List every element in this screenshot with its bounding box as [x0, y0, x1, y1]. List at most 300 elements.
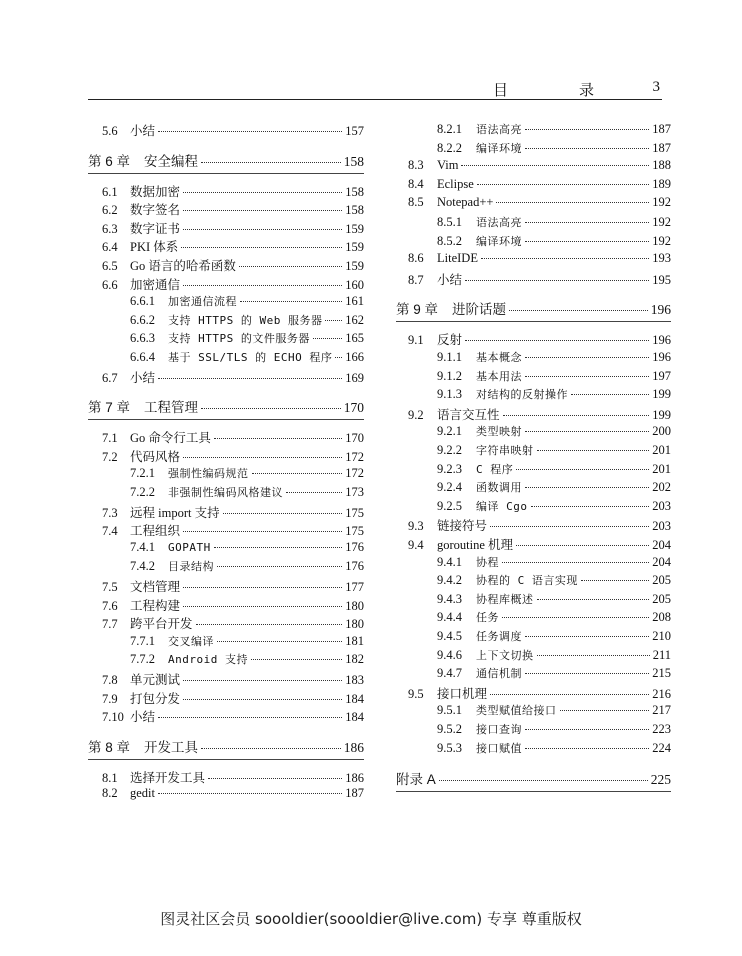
toc-subsection-entry[interactable]	[437, 461, 671, 477]
entry-number: 6.7	[102, 370, 118, 385]
entry-title: 编译环境	[476, 234, 522, 248]
entry-page: 160	[345, 277, 364, 292]
entry-page: 210	[652, 629, 671, 643]
entry-page: 187	[652, 122, 671, 136]
entry-title: 进阶话题	[452, 302, 507, 319]
entry-page: 204	[652, 538, 671, 552]
toc-section-entry[interactable]	[102, 503, 364, 521]
leader-dots	[286, 492, 342, 493]
entry-title: 语言交互性	[437, 407, 500, 422]
entry-title: 工程组织	[130, 524, 181, 539]
leader-dots	[183, 210, 342, 211]
entry-title: Android 支持	[168, 653, 248, 667]
entry-title: 反射	[437, 333, 463, 348]
entry-title: 数据加密	[130, 184, 181, 199]
leader-dots	[490, 694, 649, 695]
toc-section-entry[interactable]	[102, 368, 364, 386]
toc-section-entry[interactable]	[408, 270, 671, 288]
entry-title: 支持 HTTPS 的文件服务器	[168, 332, 310, 346]
chapter-divider	[88, 173, 364, 174]
entry-page: 170	[345, 431, 364, 446]
toc-chapter-entry[interactable]	[88, 396, 364, 416]
entry-number: 7.4	[102, 524, 118, 539]
entry-number: 8.5.1	[437, 215, 462, 229]
entry-title: 基于 SSL/TLS 的 ECHO 程序	[168, 351, 333, 364]
entry-page: 197	[652, 368, 671, 383]
entry-title: 数字签名	[130, 203, 181, 218]
entry-number: 7.2	[102, 449, 118, 464]
entry-title: 目录结构	[168, 560, 214, 574]
entry-page: 159	[345, 240, 364, 255]
entry-title: gedit	[130, 786, 155, 801]
leader-dots	[201, 748, 341, 749]
page-number: 3	[652, 79, 660, 95]
toc-subsection-entry[interactable]	[437, 140, 671, 156]
leader-dots	[252, 473, 343, 474]
leader-dots	[183, 606, 342, 607]
entry-title: 代码风格	[130, 449, 181, 464]
entry-number: 8.2.1	[437, 122, 462, 136]
entry-title: 字符串映射	[476, 444, 534, 457]
entry-number: 6.6.1	[130, 294, 155, 309]
entry-title: 链接符号	[437, 519, 488, 534]
entry-page: 165	[345, 331, 364, 346]
entry-page: 195	[652, 272, 671, 287]
entry-number: 6.2	[102, 203, 118, 218]
entry-title: 编译环境	[476, 141, 522, 155]
chapter-divider	[396, 791, 671, 792]
leader-dots	[525, 487, 649, 488]
toc-subsection-entry[interactable]	[437, 591, 671, 607]
entry-page: 161	[345, 294, 364, 309]
toc-chapter-entry[interactable]	[396, 298, 671, 318]
leader-dots	[516, 545, 649, 546]
entry-page: 196	[650, 302, 671, 318]
entry-number: 9.2	[408, 407, 424, 422]
entry-title: 对结构的反射操作	[476, 388, 568, 402]
leader-dots	[183, 285, 342, 286]
entry-title: 任务调度	[476, 630, 522, 643]
entry-number: 8.1	[102, 770, 118, 785]
entry-number: 7.8	[102, 673, 118, 687]
entry-number: 7.7	[102, 617, 118, 632]
toc-section-entry[interactable]	[102, 182, 364, 200]
entry-number: 9.2.5	[437, 498, 462, 513]
entry-title: 函数调用	[476, 481, 522, 495]
entry-title: 文档管理	[130, 580, 181, 594]
entry-number: 9.4.1	[437, 554, 462, 569]
toc-subsection-entry[interactable]	[130, 633, 364, 649]
leader-dots	[183, 699, 342, 700]
entry-page: 186	[343, 739, 364, 755]
toc-section-entry[interactable]	[102, 577, 364, 595]
entry-title: 工程管理	[144, 400, 199, 417]
leader-dots	[158, 378, 342, 379]
toc-section-entry[interactable]	[102, 428, 364, 446]
entry-page: 192	[652, 195, 671, 210]
toc-section-entry[interactable]	[408, 158, 671, 173]
toc-subsection-entry[interactable]	[437, 702, 671, 718]
leader-dots	[571, 394, 649, 395]
toc-subsection-entry[interactable]	[437, 214, 671, 230]
leader-dots	[502, 617, 649, 618]
toc-section-entry[interactable]	[102, 689, 364, 707]
entry-number: 9.1.3	[437, 387, 462, 402]
entry-page: 180	[345, 617, 364, 632]
leader-dots	[335, 357, 342, 358]
leader-dots	[525, 376, 649, 377]
leader-dots	[439, 780, 648, 781]
entry-number: 6.6.2	[130, 312, 155, 327]
entry-number: 7.5	[102, 580, 118, 594]
entry-page: 211	[652, 647, 671, 662]
leader-dots	[537, 450, 650, 451]
toc-section-entry[interactable]	[408, 251, 671, 266]
toc-subsection-entry[interactable]	[437, 386, 671, 402]
toc-subsection-entry[interactable]	[437, 721, 671, 737]
entry-page: 184	[345, 710, 364, 725]
entry-title: 协程的 C 语言实现	[476, 574, 578, 588]
toc-subsection-entry[interactable]	[130, 484, 364, 500]
toc-section-entry[interactable]	[102, 596, 364, 614]
leader-dots	[461, 165, 649, 166]
entry-title: 小结	[130, 370, 156, 385]
toc-subsection-entry[interactable]	[437, 572, 671, 588]
entry-title: 打包分发	[130, 691, 181, 706]
entry-number: 6.6.3	[130, 331, 155, 346]
leader-dots	[183, 457, 342, 458]
leader-dots	[158, 717, 342, 718]
entry-title: GOPATH	[168, 540, 211, 554]
entry-title: 类型映射	[476, 425, 522, 439]
leader-dots	[525, 241, 649, 242]
entry-page: 205	[652, 573, 671, 588]
entry-title: 选择开发工具	[130, 770, 206, 785]
entry-number: 第 9 章	[396, 302, 439, 318]
toc-subsection-entry[interactable]	[437, 442, 671, 458]
entry-page: 216	[652, 686, 671, 701]
entry-page: 192	[652, 215, 671, 229]
toc-subsection-entry[interactable]	[437, 423, 671, 439]
entry-title: 小结	[437, 272, 463, 287]
leader-dots	[208, 778, 342, 779]
entry-number: 9.4.5	[437, 629, 462, 643]
entry-number: 8.5.2	[437, 233, 462, 248]
toc-subsection-entry[interactable]	[130, 540, 364, 555]
leader-dots	[477, 184, 649, 185]
page-header	[88, 70, 662, 100]
toc-subsection-entry[interactable]	[437, 349, 671, 365]
leader-dots	[183, 192, 342, 193]
toc-subsection-entry[interactable]	[130, 349, 364, 365]
leader-dots	[502, 562, 649, 563]
toc-chapter-entry[interactable]	[396, 768, 671, 788]
entry-number: 8.2	[102, 786, 118, 801]
entry-number: 9.2.3	[437, 461, 462, 476]
entry-number: 8.2.2	[437, 140, 462, 155]
toc-chapter-entry[interactable]	[88, 736, 364, 756]
entry-title: 远程 import 支持	[130, 505, 220, 520]
toc-section-entry[interactable]	[408, 177, 671, 192]
entry-page: 205	[652, 591, 671, 606]
entry-title: goroutine 机理	[437, 538, 514, 552]
entry-number: 第 6 章	[88, 153, 131, 169]
chapter-divider	[88, 759, 364, 760]
entry-page: 203	[652, 498, 671, 513]
entry-page: 184	[345, 691, 364, 706]
leader-dots	[537, 599, 650, 600]
entry-page: 188	[652, 158, 671, 173]
leader-dots	[537, 655, 650, 656]
entry-number: 9.4	[408, 538, 424, 552]
entry-title: 安全编程	[144, 153, 199, 170]
entry-number: 9.5.3	[437, 740, 462, 755]
leader-dots	[490, 526, 649, 527]
toc-section-entry[interactable]	[102, 670, 364, 688]
entry-title: 非强制性编码风格建议	[168, 486, 283, 499]
entry-title: 工程构建	[130, 598, 181, 613]
entry-page: 192	[652, 233, 671, 248]
entry-number: 9.5.2	[437, 722, 462, 736]
leader-dots	[181, 247, 342, 248]
toc-subsection-entry[interactable]	[130, 312, 364, 328]
entry-title: 强制性编码规范	[168, 467, 249, 481]
entry-page: 172	[345, 449, 364, 464]
entry-number: 6.4	[102, 240, 118, 255]
entry-title: 开发工具	[144, 739, 199, 756]
toc-subsection-entry[interactable]	[437, 121, 671, 137]
toc-section-entry[interactable]	[102, 256, 364, 274]
entry-number: 7.2.2	[130, 485, 155, 499]
entry-number: 9.4.7	[437, 666, 462, 681]
entry-page: 201	[652, 443, 671, 457]
entry-title: 通信机制	[476, 667, 522, 681]
leader-dots	[560, 710, 650, 711]
entry-title: 接口赋值	[476, 741, 522, 755]
entry-page: 169	[345, 370, 364, 385]
entry-page: 224	[652, 740, 671, 755]
entry-number: 6.6	[102, 277, 118, 292]
toc-section-entry[interactable]	[408, 195, 671, 210]
toc-section-entry[interactable]	[102, 521, 364, 539]
entry-number: 第 8 章	[88, 739, 131, 755]
toc-section-entry[interactable]	[102, 707, 364, 725]
entry-page: 196	[652, 333, 671, 348]
entry-page: 177	[345, 580, 364, 594]
entry-page: 187	[652, 140, 671, 155]
leader-dots	[496, 202, 649, 203]
leader-dots	[239, 266, 342, 267]
entry-number: 9.5	[408, 686, 424, 701]
leader-dots	[525, 148, 649, 149]
entry-number: 7.6	[102, 598, 118, 613]
leader-dots	[509, 310, 648, 311]
toc-section-entry[interactable]	[408, 535, 671, 553]
leader-dots	[325, 320, 342, 321]
leader-dots	[465, 280, 649, 281]
entry-page: 159	[345, 221, 364, 236]
entry-page: 225	[650, 772, 671, 788]
toc-subsection-entry[interactable]	[437, 665, 671, 681]
leader-dots	[183, 680, 342, 681]
toc-section-entry[interactable]	[102, 447, 364, 465]
toc-section-entry[interactable]	[408, 330, 671, 348]
leader-dots	[201, 408, 341, 409]
entry-title: Go 命令行工具	[130, 431, 211, 446]
toc-subsection-entry[interactable]	[437, 554, 671, 570]
toc-subsection-entry[interactable]	[437, 740, 671, 756]
entry-title: 语法高亮	[476, 123, 522, 136]
leader-dots	[525, 636, 649, 637]
entry-number: 9.5.1	[437, 703, 462, 718]
entry-number: 第 7 章	[88, 400, 131, 416]
toc-subsection-entry[interactable]	[437, 498, 671, 514]
entry-number: 9.2.4	[437, 480, 462, 495]
entry-page: 196	[652, 350, 671, 364]
toc-section-entry[interactable]	[408, 684, 671, 702]
entry-page: 170	[343, 400, 364, 416]
entry-number: 7.2.1	[130, 466, 155, 481]
leader-dots	[525, 357, 649, 358]
entry-page: 193	[652, 251, 671, 266]
toc-subsection-entry[interactable]	[437, 647, 671, 663]
leader-dots	[481, 258, 649, 259]
entry-number: 6.6.4	[130, 350, 155, 364]
toc-section-entry[interactable]	[102, 768, 364, 786]
entry-page: 202	[652, 480, 671, 495]
entry-title: C 程序	[476, 462, 514, 476]
entry-title: 基本概念	[476, 351, 522, 364]
entry-number: 8.5	[408, 195, 424, 210]
toc-section-entry[interactable]	[408, 405, 671, 423]
entry-page: 166	[345, 350, 364, 364]
entry-page: 187	[345, 786, 364, 801]
toc-section-entry[interactable]	[408, 516, 671, 534]
toc-subsection-entry[interactable]	[130, 465, 364, 481]
leader-dots	[525, 673, 649, 674]
leader-dots	[240, 301, 342, 302]
entry-page: 204	[652, 554, 671, 569]
leader-dots	[183, 229, 342, 230]
entry-number: 7.3	[102, 505, 118, 520]
entry-number: 9.1.2	[437, 368, 462, 383]
entry-number: 8.7	[408, 272, 424, 287]
entry-number: 5.6	[102, 124, 118, 138]
toc-section-entry[interactable]	[102, 786, 364, 801]
entry-page: 181	[345, 633, 364, 648]
entry-title: 接口查询	[476, 723, 522, 736]
entry-page: 217	[652, 703, 671, 718]
entry-title: Vim	[437, 158, 459, 173]
entry-number: 8.4	[408, 176, 424, 191]
toc-subsection-entry[interactable]	[437, 609, 671, 625]
entry-number: 6.5	[102, 259, 118, 273]
toc-subsection-entry[interactable]	[130, 651, 364, 667]
entry-page: 175	[345, 505, 364, 520]
entry-page: 208	[652, 610, 671, 625]
entry-title: 上下文切换	[476, 648, 534, 662]
leader-dots	[525, 431, 649, 432]
entry-number: 9.4.3	[437, 591, 462, 606]
entry-title: PKI 体系	[130, 240, 179, 255]
toc-section-entry[interactable]	[102, 275, 364, 293]
entry-title: 支持 HTTPS 的 Web 服务器	[168, 313, 323, 327]
leader-dots	[503, 415, 650, 416]
entry-page: 201	[652, 461, 671, 476]
entry-page: 158	[343, 153, 364, 169]
entry-page: 175	[345, 524, 364, 539]
entry-number: 7.7.1	[130, 633, 155, 648]
leader-dots	[581, 580, 649, 581]
entry-number: 6.1	[102, 184, 118, 199]
toc-section-entry[interactable]	[102, 121, 364, 139]
watermark-footer: 图灵社区会员 soooldier(soooldier@live.com) 专享 尊重版权	[160, 910, 582, 928]
entry-title: 协程库概述	[476, 592, 534, 606]
toc-subsection-entry[interactable]	[130, 330, 364, 346]
entry-page: 157	[345, 124, 364, 138]
entry-page: 159	[345, 259, 364, 273]
toc-subsection-entry[interactable]	[437, 479, 671, 495]
toc-section-entry[interactable]	[102, 237, 364, 255]
entry-title: 交叉编译	[168, 634, 214, 648]
chapter-divider	[88, 419, 364, 420]
entry-number: 9.4.6	[437, 647, 462, 662]
leader-dots	[217, 566, 342, 567]
leader-dots	[516, 469, 649, 470]
leader-dots	[201, 162, 341, 163]
entry-number: 8.3	[408, 158, 424, 173]
leader-dots	[465, 340, 649, 341]
toc-subsection-entry[interactable]	[437, 368, 671, 384]
chapter-divider	[396, 321, 671, 322]
leader-dots	[531, 506, 650, 507]
leader-dots	[217, 641, 342, 642]
entry-number: 9.4.2	[437, 573, 462, 588]
toc-section-entry[interactable]	[102, 200, 364, 218]
entry-page: 203	[652, 519, 671, 534]
entry-title: 跨平台开发	[130, 617, 193, 632]
entry-title: Eclipse	[437, 176, 474, 191]
entry-number: 6.3	[102, 221, 118, 236]
entry-number: 7.9	[102, 691, 118, 706]
entry-page: 215	[652, 666, 671, 681]
toc-chapter-entry[interactable]	[88, 150, 364, 170]
entry-title: 任务	[476, 611, 499, 625]
leader-dots	[214, 547, 343, 548]
entry-title: Notepad++	[437, 195, 494, 210]
leader-dots	[525, 748, 649, 749]
entry-page: 176	[345, 559, 364, 574]
entry-number: 7.7.2	[130, 652, 155, 667]
entry-page: 223	[652, 722, 671, 736]
leader-dots	[158, 131, 342, 132]
toc-subsection-entry[interactable]	[130, 558, 364, 574]
toc-subsection-entry[interactable]	[130, 293, 364, 309]
entry-number: 7.4.1	[130, 539, 155, 554]
entry-page: 172	[345, 466, 364, 481]
leader-dots	[158, 793, 342, 794]
toc-section-entry[interactable]	[102, 614, 364, 632]
toc-subsection-entry[interactable]	[437, 628, 671, 644]
entry-title: 基本用法	[476, 369, 522, 383]
toc-subsection-entry[interactable]	[437, 233, 671, 249]
entry-number: 9.1	[408, 333, 424, 348]
entry-number: 7.4.2	[130, 559, 155, 574]
entry-title: Go 语言的哈希函数	[130, 259, 236, 273]
toc-section-entry[interactable]	[102, 219, 364, 237]
leader-dots	[214, 438, 342, 439]
entry-number: 9.3	[408, 519, 424, 534]
